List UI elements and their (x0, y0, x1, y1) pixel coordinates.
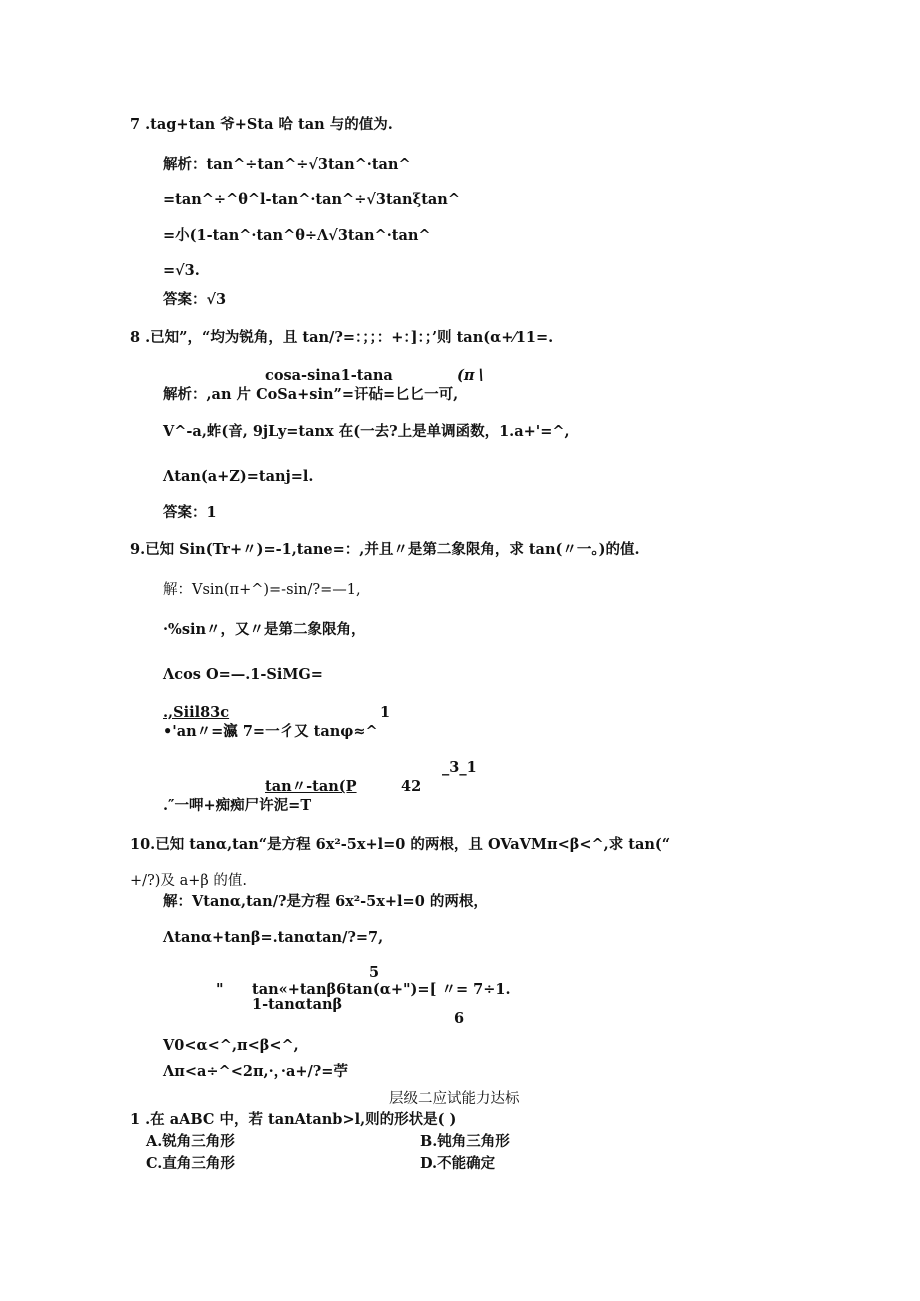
problem-9-fraction-2-right: _3_1 (442, 759, 477, 776)
mc-option-b: B.钝角三角形 (420, 1133, 510, 1150)
problem-8-stem: 8 .已知”，“均为锐角，且 tan/?=：；；：+：]：；’则 tan(α+⁄11=. (130, 329, 554, 346)
problem-9-solution-line-3: Λcos O=—.1-SiMG= (163, 666, 323, 683)
problem-7-solution-line-3: =小(1-tan^·tan^θ÷Λ√3tan^·tan^ (163, 227, 431, 244)
problem-8-solution-line-3: Λtan(a+Z)=tanj=l. (163, 468, 314, 485)
problem-9-fraction-1: .,Siil83c (163, 704, 230, 721)
problem-10-solution-line-2: Λtanα+tanβ=.tanαtan/?=7, (163, 929, 384, 946)
problem-9-fraction-1-right: 1 (380, 704, 391, 721)
problem-9-solution-line-1: 解：Vsin(π+^)=-sin/?=—1, (163, 582, 361, 598)
problem-9-solution-line-5: .″一呷+痴痴尸许泥=T (163, 797, 312, 814)
problem-7-answer: 答案：√3 (163, 291, 227, 308)
problem-7-stem: 7 .tag+tan 爷+Sta 哈 tan 与的值为. (130, 116, 393, 133)
problem-10-fraction-numerator-5: 5 (369, 964, 380, 981)
mc-option-a: A.锐角三角形 (146, 1133, 235, 1150)
problem-8-fraction-right: (π∖ (457, 367, 484, 384)
problem-8-answer: 答案：1 (163, 504, 217, 521)
problem-10-fraction-denominator: 1-tanαtanβ (252, 996, 343, 1013)
problem-9-solution-line-4: •'an〃=瀛 7=一彳又 tanφ≈^ (163, 723, 378, 740)
mc-option-d: D.不能确定 (420, 1155, 496, 1172)
problem-10-stem-line-1: 10.已知 tanα,tan“是方程 6x²-5x+l=0 的两根，且 OVaVMπ<β<^,求 tan(“ (130, 836, 671, 853)
problem-9-fraction-2-denominator-right: 42 (401, 778, 422, 795)
problem-10-solution-line-4: Λπ<a÷^<2π,·，·a+/?=苧 (163, 1063, 348, 1080)
problem-8-fraction-numerator: cosa-sina1-tana (265, 367, 393, 384)
section-heading: 层级二应试能力达标 (389, 1091, 520, 1107)
problem-10-fraction-expression: tan«+tanβ6tan(α+")=[ 〃= 7÷1. (252, 981, 511, 998)
problem-10-quote-mark: " (216, 981, 224, 998)
problem-10-stem-line-2: +/?)及 a+β 的值. (130, 873, 247, 889)
problem-10-fraction-denominator-6: 6 (454, 1010, 465, 1027)
problem-7-solution-line-1: 解析：tan^÷tan^÷√3tan^·tan^ (163, 156, 411, 173)
problem-8-solution-line-2: V^-a,蚱(音, 9jLy=tanx 在(一去?上是单调函数，1.a+'=^, (163, 423, 570, 440)
problem-9-solution-line-2: ·%sin〃，又〃是第二象限角， (163, 621, 366, 638)
problem-8-solution-line-1: 解析：,an 片 CoSa+sin”=讦砧=匕匕一可, (163, 386, 459, 403)
problem-7-solution-line-4: =√3. (163, 262, 200, 279)
problem-10-solution-line-3: V0<α<^,π<β<^, (163, 1037, 299, 1054)
problem-7-solution-line-2: =tan^÷^θ^l-tan^·tan^÷√3tanξtan^ (163, 191, 460, 208)
mc-option-c: C.直角三角形 (146, 1155, 235, 1172)
problem-9-fraction-2-numerator: tan〃-tan(P (265, 778, 357, 795)
mc-question-1-stem: 1 .在 aABC 中，若 tanAtanb>l,则的形状是( ) (130, 1111, 457, 1128)
problem-9-stem: 9.已知 Sin(Tr+〃)=-1,tane=：,并且〃是第二象限角，求 tan(〃一。)的值. (130, 541, 640, 558)
problem-10-solution-line-1: 解：Vtanα,tan/?是方程 6x²-5x+l=0 的两根， (163, 893, 488, 910)
